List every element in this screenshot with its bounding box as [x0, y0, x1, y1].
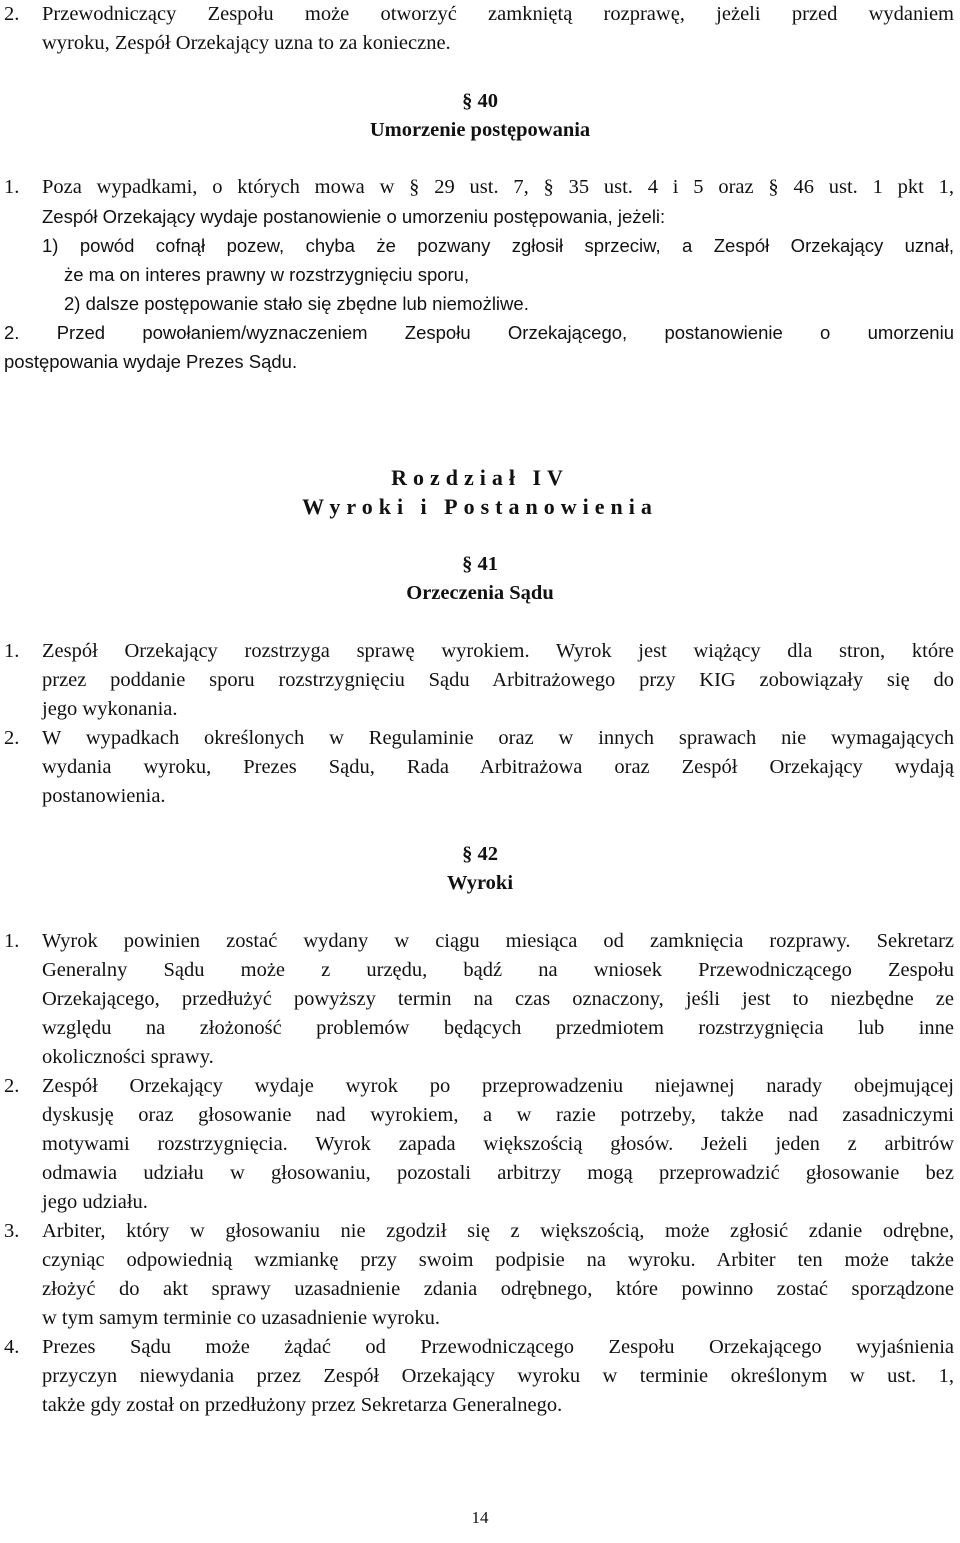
paragraph-line: czyniąc odpowiednią wzmiankę przy swoim podpisie na wyroku. Arbiter ten może także [42, 1249, 954, 1271]
page-number: 14 [471, 1508, 489, 1527]
paragraph-line: Orzekającego, przedłużyć powyższy termin na czas oznaczony, jeśli jest to niezbędne ze [42, 988, 954, 1010]
paragraph-line: okoliczności sprawy. [42, 1046, 214, 1068]
chapter-subtitle: Wyroki i Postanowienia [302, 494, 658, 519]
paragraph-line: dyskusję oraz głosowanie nad wyrokiem, a w razie potrzeby, także nad zasadniczymi [42, 1104, 954, 1126]
paragraph-line: postanowienia. [42, 785, 166, 807]
paragraph-line: Arbiter, który w głosowaniu nie zgodził się z większością, może zgłosić zdanie odrębne, [42, 1220, 954, 1242]
section-title: Orzeczenia Sądu [406, 582, 554, 604]
paragraph-line: w tym samym terminie co uzasadnienie wyroku. [42, 1307, 440, 1329]
paragraph-line: przyczyn niewydania przez Zespół Orzekający wyroku w terminie określonym w ust. 1, [42, 1365, 954, 1387]
paragraph-line: Zespół Orzekający wydaje postanowienie o umorzeniu postępowania, jeżeli: [42, 206, 666, 227]
paragraph-line: wydania wyroku, Prezes Sądu, Rada Arbitrażowa oraz Zespół Orzekający wydają [42, 756, 954, 778]
paragraph-line: Wyrok powinien zostać wydany w ciągu miesiąca od zamknięcia rozprawy. Sekretarz [42, 930, 954, 952]
item-number: 2. [4, 3, 20, 25]
paragraph-line: także gdy został on przedłużony przez Sekretarza Generalnego. [42, 1394, 563, 1416]
paragraph-line: przez poddanie sporu rozstrzygnięciu Sądu Arbitrażowego przy KIG zobowiązały się do [42, 669, 954, 691]
item-number: 4. [4, 1336, 20, 1358]
paragraph-line: 2) dalsze postępowanie stało się zbędne lub niemożliwe. [64, 293, 529, 314]
section-title: Wyroki [446, 872, 514, 894]
paragraph-line: 1) powód cofnął pozew, chyba że pozwany zgłosił sprzeciw, a Zespół Orzekający uznał, [42, 235, 954, 256]
item-number: 1. [4, 640, 20, 662]
paragraph-line: Poza wypadkami, o których mowa w § 29 ust. 7, § 35 ust. 4 i 5 oraz § 46 ust. 1 pkt 1, [42, 176, 954, 198]
item-number: 2. [4, 1075, 20, 1097]
paragraph-line: jego wykonania. [42, 698, 178, 720]
paragraph-line: Przewodniczący Zespołu może otworzyć zamkniętą rozprawę, jeżeli przed wydaniem [42, 3, 954, 25]
paragraph-line: że ma on interes prawny w rozstrzygnięciu sporu, [64, 264, 470, 285]
chapter-title: Rozdział IV [391, 465, 569, 490]
section-heading: § 41 [462, 553, 498, 575]
paragraph-line: Prezes Sądu może żądać od Przewodniczącego Zespołu Orzekającego wyjaśnienia [42, 1336, 954, 1358]
item-number: 1. [4, 930, 20, 952]
item-number: 2. [4, 727, 20, 749]
paragraph-line: odmawia udziału w głosowaniu, pozostali arbitrzy mogą przeprowadzić głosowanie bez [42, 1162, 954, 1184]
paragraph-line: Zespół Orzekający rozstrzyga sprawę wyrokiem. Wyrok jest wiążący dla stron, które [42, 640, 954, 662]
paragraph-line: W wypadkach określonych w Regulaminie oraz w innych sprawach nie wymagających [42, 727, 954, 749]
paragraph-line: Zespół Orzekający wydaje wyrok po przeprowadzeniu niejawnej narady obejmującej [42, 1075, 954, 1097]
paragraph-line: wyroku, Zespół Orzekający uzna to za konieczne. [42, 32, 451, 54]
paragraph-line: jego udziału. [42, 1191, 148, 1213]
section-heading: § 40 [462, 90, 498, 112]
section-heading: § 42 [462, 843, 498, 865]
paragraph-line: złożyć do akt sprawy uzasadnienie zdania odrębnego, które powinno zostać sporządzone [42, 1278, 954, 1300]
item-number: 1. [4, 176, 20, 198]
item-number: 3. [4, 1220, 20, 1242]
paragraph-line: 2. Przed powołaniem/wyznaczeniem Zespołu Orzekającego, postanowienie o umorzeniu [4, 322, 954, 343]
paragraph-line: Generalny Sądu może z urzędu, bądź na wniosek Przewodniczącego Zespołu [42, 959, 954, 981]
paragraph-line: motywami rozstrzygnięcia. Wyrok zapada większością głosów. Jeżeli jeden z arbitrów [42, 1133, 954, 1155]
paragraph-line: postępowania wydaje Prezes Sądu. [4, 351, 298, 372]
section-title: Umorzenie postępowania [369, 119, 591, 141]
paragraph-line: względu na złożoność problemów będących przedmiotem rozstrzygnięcia lub inne [42, 1017, 954, 1039]
